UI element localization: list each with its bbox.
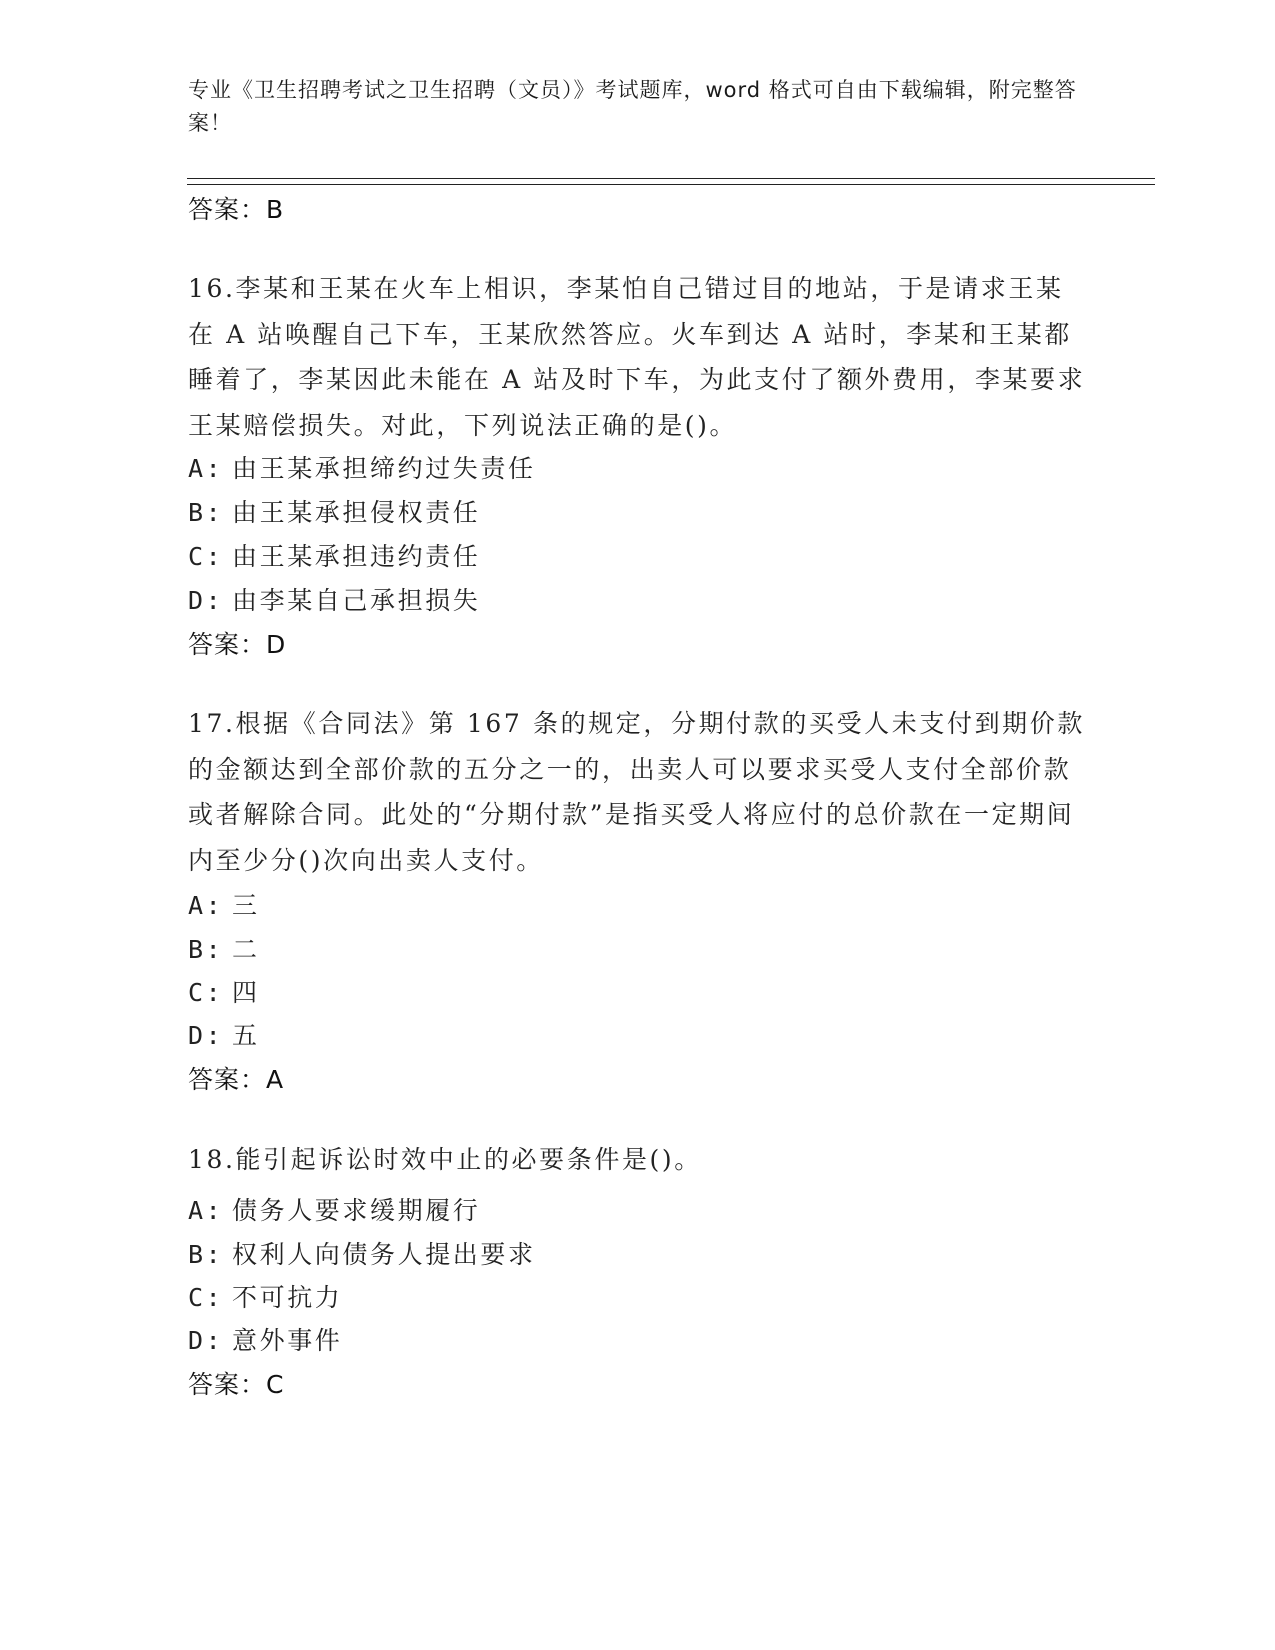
question-17-stem: 17.根据《合同法》第 167 条的规定，分期付款的买受人未支付到期价款的金额达到全部价款的五分之一的，出卖人可以要求买受人支付全部价款或者解除合同。此处的“分期付款”是指买受人将应付的总价款在一定期间内至少分()次向出卖人支付。: [188, 709, 1085, 875]
document-header: 专业《卫生招聘考试之卫生招聘（文员）》考试题库，word 格式可自由下载编辑，附完整答案！: [188, 78, 1077, 135]
option-text: 意外事件: [232, 1326, 343, 1355]
question-16-stem: 16.李某和王某在火车上相识，李某怕自己错过目的地站，于是请求王某在 A 站唤醒自己下车，王某欣然答应。火车到达 A 站时，李某和王某都睡着了，李某因此未能在 A 站及时下车，为此支付了额外费用，李某要求王某赔偿损失。对此，下列说法正确的是()。: [188, 274, 1086, 440]
option-text: 由王某承担侵权责任: [232, 498, 481, 527]
option-text: 二: [232, 935, 260, 964]
option-text: 由王某承担缔约过失责任: [232, 454, 536, 483]
question-17-option-c: [188, 973, 260, 1009]
option-key: B:: [188, 935, 224, 964]
header-divider-bottom: [187, 184, 1155, 185]
question-16-option-d: [188, 581, 480, 617]
option-key: B:: [188, 498, 224, 527]
option-text: 由王某承担违约责任: [232, 542, 481, 571]
option-text: 由李某自己承担损失: [232, 586, 481, 615]
question-16-option-b: [188, 493, 480, 529]
option-key: D:: [188, 1326, 224, 1355]
question-17-option-b: [188, 930, 260, 966]
question-18-option-d: [188, 1321, 342, 1357]
question-18-stem: 18.能引起诉讼时效中止的必要条件是()。: [188, 1145, 702, 1174]
option-text: 三: [232, 891, 260, 920]
option-key: A:: [188, 454, 224, 483]
option-key: A:: [188, 1196, 224, 1225]
question-17-option-d: [188, 1016, 260, 1052]
answer-15: 答案：B: [188, 195, 285, 224]
option-key: C:: [188, 542, 224, 571]
answer-17: 答案：A: [188, 1065, 285, 1094]
option-text: 四: [232, 978, 260, 1007]
option-text: 债务人要求缓期履行: [232, 1196, 481, 1225]
option-text: 权利人向债务人提出要求: [232, 1240, 536, 1269]
question-18-option-b: [188, 1235, 536, 1271]
question-18-option-c: [188, 1278, 342, 1314]
question-16-option-c: [188, 537, 480, 573]
option-key: C:: [188, 978, 224, 1007]
option-key: A:: [188, 891, 224, 920]
question-18-option-a: [188, 1191, 480, 1227]
question-17-option-a: [188, 886, 260, 922]
option-key: D:: [188, 1021, 224, 1050]
answer-16: 答案：D: [188, 630, 287, 659]
header-divider-top: [187, 178, 1155, 179]
option-text: 五: [232, 1021, 260, 1050]
option-text: 不可抗力: [232, 1283, 343, 1312]
question-16-option-a: [188, 449, 536, 485]
answer-18: 答案：C: [188, 1370, 285, 1399]
option-key: B:: [188, 1240, 224, 1269]
option-key: C:: [188, 1283, 224, 1312]
option-key: D:: [188, 586, 224, 615]
